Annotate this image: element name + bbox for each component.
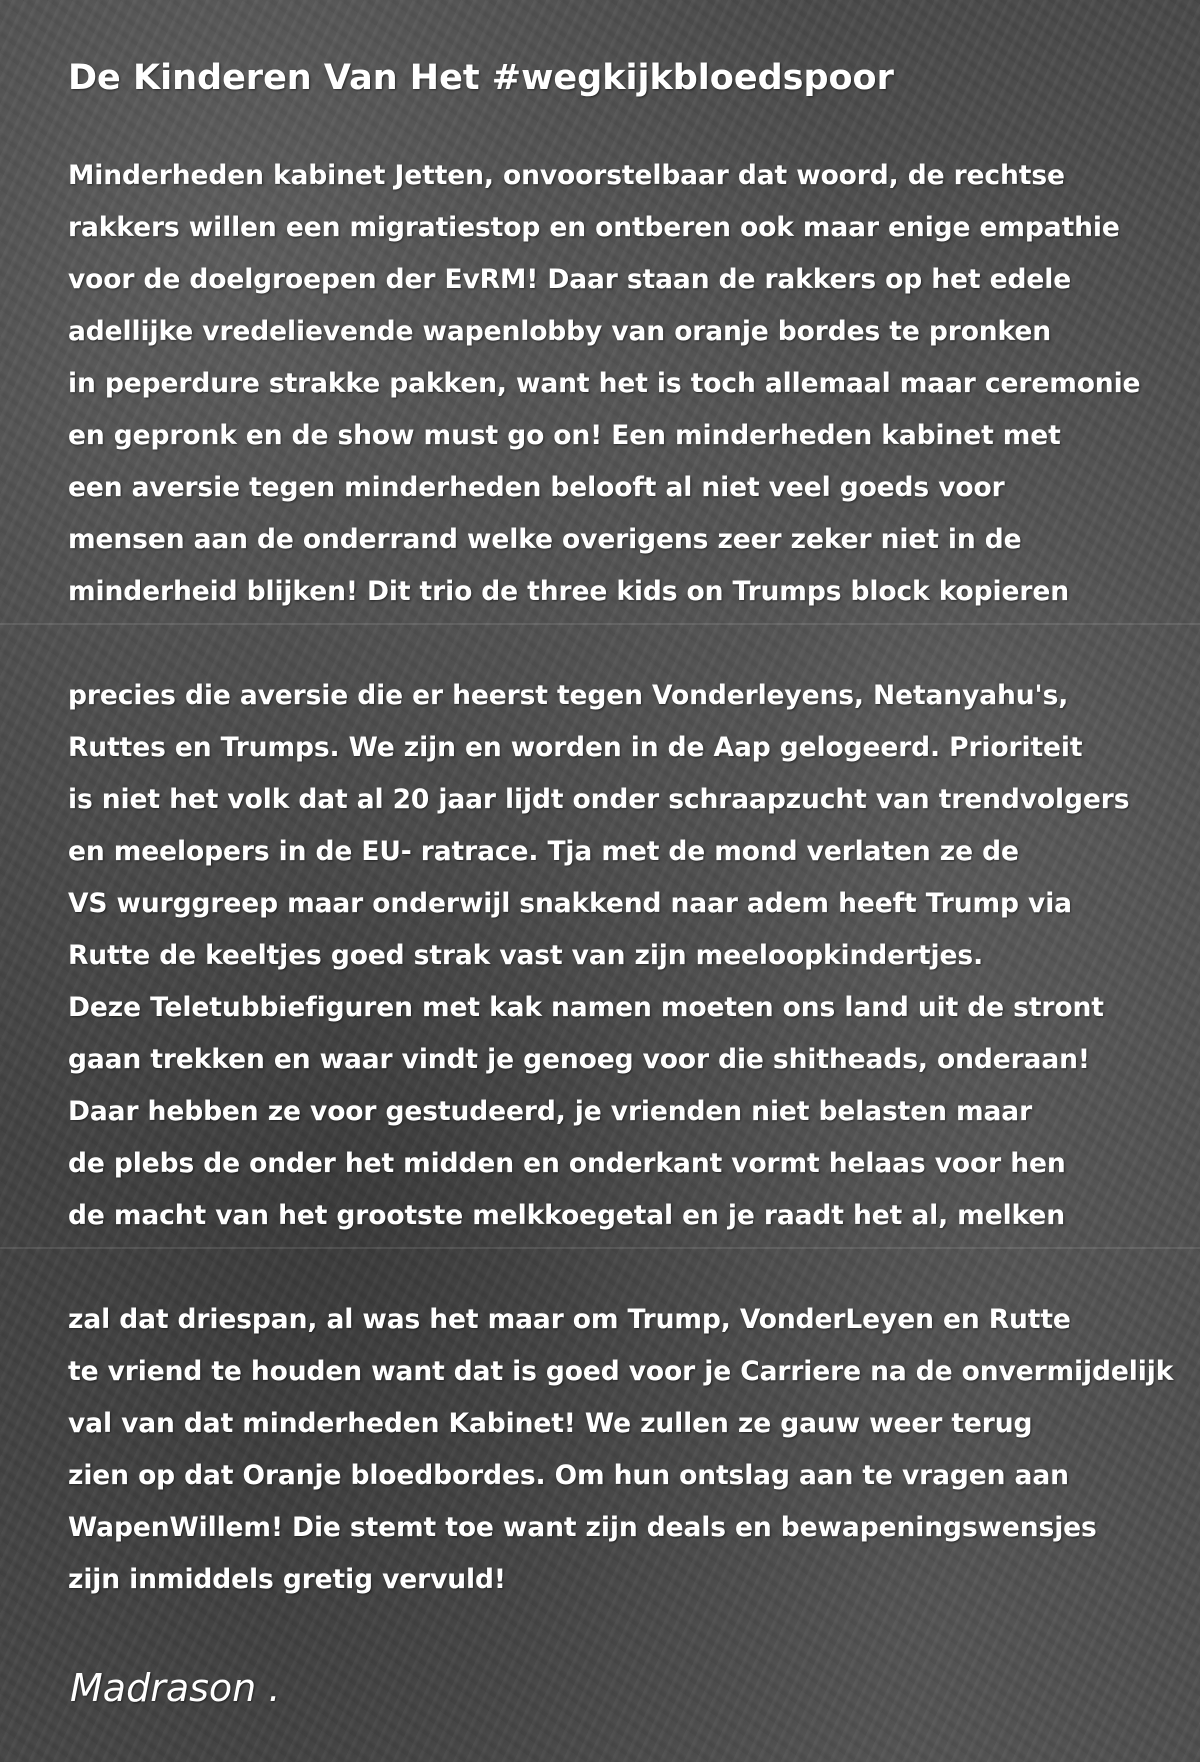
poem-line: is niet het volk dat al 20 jaar lijdt onder schraapzucht van trendvolgers <box>68 784 1130 815</box>
poem-line: de macht van het grootste melkkoegetal en je raadt het al, melken <box>68 1200 1066 1231</box>
poem-line: VS wurggreep maar onderwijl snakkend naar adem heeft Trump via <box>68 888 1072 919</box>
stanza-break <box>68 1242 1198 1294</box>
poem-line: Rutte de keeltjes goed strak vast van zijn meeloopkindertjes. <box>68 940 984 971</box>
poem-line: minderheid blijken! Dit trio de three kids on Trumps block kopieren <box>68 576 1069 607</box>
poem-line: Deze Teletubbiefiguren met kak namen moeten ons land uit de stront <box>68 992 1104 1023</box>
poem-line: rakkers willen een migratiestop en ontberen ook maar enige empathie <box>68 212 1120 243</box>
poem-author: Madrason . <box>70 1666 281 1710</box>
poem-line: Daar hebben ze voor gestudeerd, je vrienden niet belasten maar <box>68 1096 1033 1127</box>
poem-line: Ruttes en Trumps. We zijn en worden in de Aap gelogeerd. Prioriteit <box>68 732 1083 763</box>
poem-line: en gepronk en de show must go on! Een minderheden kabinet met <box>68 420 1061 451</box>
stanza-break <box>68 618 1198 670</box>
poem-line: zien op dat Oranje bloedbordes. Om hun ontslag aan te vragen aan <box>68 1460 1069 1491</box>
poem-line: zal dat driespan, al was het maar om Trump, VonderLeyen en Rutte <box>68 1304 1071 1335</box>
poem-line: val van dat minderheden Kabinet! We zullen ze gauw weer terug <box>68 1408 1033 1439</box>
poem-title: De Kinderen Van Het #wegkijkbloedspoor <box>68 58 894 98</box>
poem-line: mensen aan de onderrand welke overigens zeer zeker niet in de <box>68 524 1022 555</box>
poem-line: voor de doelgroepen der EvRM! Daar staan de rakkers op het edele <box>68 264 1072 295</box>
poem-line: de plebs de onder het midden en onderkant vormt helaas voor hen <box>68 1148 1066 1179</box>
poem-line: Minderheden kabinet Jetten, onvoorstelbaar dat woord, de rechtse <box>68 160 1065 191</box>
poem-line: een aversie tegen minderheden belooft al niet veel goeds voor <box>68 472 1005 503</box>
poem-line: adellijke vredelievende wapenlobby van oranje bordes te pronken <box>68 316 1052 347</box>
poem-line: in peperdure strakke pakken, want het is toch allemaal maar ceremonie <box>68 368 1141 399</box>
poem-line: en meelopers in de EU- ratrace. Tja met de mond verlaten ze de <box>68 836 1019 867</box>
poem-line: te vriend te houden want dat is goed voor je Carriere na de onvermijdelijk <box>68 1356 1174 1387</box>
poem-line: zijn inmiddels gretig vervuld! <box>68 1564 506 1595</box>
poem-line: WapenWillem! Die stemt toe want zijn deals en bewapeningswensjes <box>68 1512 1097 1543</box>
poem-line: precies die aversie die er heerst tegen Vonderleyens, Netanyahu's, <box>68 680 1069 711</box>
poem-body <box>68 150 1198 1606</box>
poem-line: gaan trekken en waar vindt je genoeg voor die shitheads, onderaan! <box>68 1044 1090 1075</box>
